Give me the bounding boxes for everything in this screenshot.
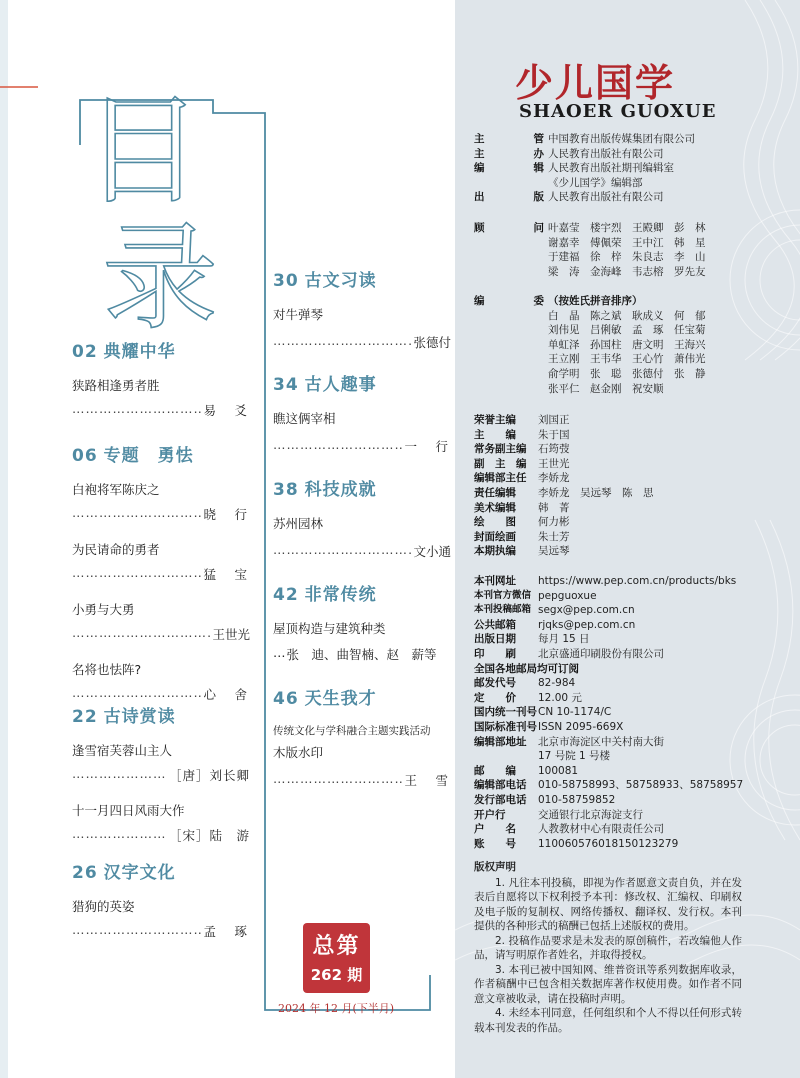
toc-title-glyphs: [0, 0, 260, 340]
dot-leader: [72, 826, 167, 844]
section-heading: 42 非常传统: [273, 585, 377, 605]
section-heading: 22 古诗赏读: [72, 707, 176, 727]
submission-email-link[interactable]: segx@pep.com.cn: [538, 604, 635, 617]
article-title[interactable]: 白袍将军陈庆之: [72, 482, 160, 497]
toc-section-46: [273, 684, 451, 789]
toc-section-22: [72, 702, 250, 844]
dot-leader: [273, 771, 402, 789]
article-author-line: …………………………………………………………………………………… 王 雪: [273, 771, 451, 789]
toc-title-char-1: 目: [84, 82, 203, 220]
article-title[interactable]: 小勇与大勇: [72, 602, 135, 617]
article-author-line: …………………………………………………………………………………… 心 舍: [72, 685, 250, 703]
issue-date: 2024 年 12 月(下半月): [278, 1002, 395, 1015]
section-heading: 34 古人趣事: [273, 375, 377, 395]
article-author-line: …………………………………………………………………………………… ［宋］陆 游: [72, 826, 250, 844]
subscribe-note: 全国各地邮局均可订阅: [474, 662, 579, 675]
article-title[interactable]: 十一月四日风雨大作: [72, 803, 185, 818]
committee-block: 编 委 （按姓氏拼音排序） 白 晶 陈之斌 耿成义 何 郁 刘伟见 吕俐敏 孟 琢 任宝菊 单虹泽 孙国柱 唐文明 王海兴 王立刚 王韦华 王心竹 萧伟光 俞学明 张 聪 张德付 张 静 张平仁 赵金刚 祝安顺: [474, 295, 706, 395]
masthead-logo-en: SHAOER GUOXUE: [519, 101, 717, 122]
article-title[interactable]: 猎狗的英姿: [72, 899, 135, 914]
website-link[interactable]: https://www.pep.com.cn/products/bks: [538, 575, 737, 587]
editors-block: 荣誉主编 刘国正 主 编 朱于国 常务副主编 石筠弢 副 主 编 王世光 编辑部主任 李娇龙 责任编辑 李娇龙 吴远琴 陈 思 美术编辑 韩 菁 绘 图 何力彬 封面绘画 朱士芳 本期执编 吴远琴: [474, 414, 654, 558]
article-title[interactable]: 对牛弹琴: [273, 307, 324, 322]
dot-leader: [72, 766, 167, 784]
article-author-line: …………………………………………………………………………………… 易 爻: [72, 401, 250, 419]
section-heading: 30 古文习读: [273, 271, 377, 291]
article-title[interactable]: 为民请命的勇者: [72, 542, 160, 557]
article-author-line: …………………………………………………………………………………… 一 行: [273, 437, 451, 455]
article-title[interactable]: 狭路相逢勇者胜: [72, 378, 160, 393]
copyright-paragraph: 4. 未经本刊同意，任何组织和个人不得以任何形式转载本刊发表的作品。: [474, 1007, 742, 1034]
copyright-notice: [474, 860, 742, 1035]
dot-leader: [72, 922, 201, 940]
dot-leader: [72, 565, 201, 583]
section-heading: 46 天生我才: [273, 689, 377, 709]
toc-section-30: [273, 266, 451, 351]
toc-title-char-2: 录: [102, 211, 218, 340]
article-author-line: … 张 迪、曲智楠、赵 薪等: [273, 645, 437, 662]
dot-leader: [273, 333, 411, 351]
toc-section-34: [273, 370, 451, 455]
dot-leader: [273, 437, 402, 455]
dot-leader: [273, 542, 411, 560]
advisors-block: 顾 问 叶嘉莹 楼宇烈 王殿卿 彭 林 谢嘉幸 傅佩荣 王中江 韩 星 于建福 徐 梓 朱良志 李 山 梁 涛 金海峰 韦志榕 罗先友: [474, 222, 706, 278]
copyright-paragraph: 3. 本刊已被中国知网、维普资讯等系列数据库收录，作者稿酬中已包含相关数据库著作权使用费。如作者不同意文章被收录，请在投稿时声明。: [474, 963, 742, 1005]
issue-number-badge: 总第 262 期: [303, 923, 370, 993]
publisher-info: 主 管 中国教育出版传媒集团有限公司 主 办 人民教育出版社有限公司 编 辑 人民教育出版社期刊编辑室 《少儿国学》编辑部 出 版 人民教育出版社有限公司: [474, 133, 695, 204]
copyright-title: 版权声明: [474, 861, 516, 873]
article-title[interactable]: 屋顶构造与建筑种类: [273, 621, 386, 636]
article-author-line: …………………………………………………………………………………… 文小通: [273, 542, 451, 560]
toc-section-02: [72, 337, 250, 419]
article-author-line: …………………………………………………………………………………… 猛 宝: [72, 565, 250, 583]
article-title[interactable]: 逢雪宿芙蓉山主人: [72, 743, 173, 758]
section-heading: 38 科技成就: [273, 480, 377, 500]
article-author-line: …………………………………………………………………………………… 晓 行: [72, 505, 250, 523]
copyright-paragraph: 1. 凡往本刊投稿，即视为作者愿意文责自负，并在发表后自愿将以下权利授予本刊：修改权、汇编权、印刷权及电子版的复制权、网络传播权、翻译权、发行权。本刊提供的各种形式的稿酬已包括上述版权的费用。: [474, 876, 742, 932]
toc-section-42: [273, 580, 451, 663]
copyright-paragraph: 2. 投稿作品要求是未发表的原创稿件，若改编他人作品，请写明原作者姓名，并取得授权。: [474, 934, 742, 961]
section-heading: 26 汉字文化: [72, 863, 176, 883]
article-author-line: …………………………………………………………………………………… ［唐］刘长卿: [72, 766, 250, 784]
article-author-line: …………………………………………………………………………………… 王世光: [72, 625, 250, 643]
toc-section-06: [72, 441, 250, 703]
article-title[interactable]: 名将也怯阵?: [72, 662, 142, 677]
section-heading: 02 典耀中华: [72, 342, 176, 362]
section-heading: 06 专题 勇怯: [72, 446, 194, 466]
article-author-line: …………………………………………………………………………………… 孟 琢: [72, 922, 250, 940]
toc-section-38: [273, 475, 451, 560]
article-title[interactable]: 瞧这俩宰相: [273, 411, 336, 426]
article-title[interactable]: 苏州园林: [273, 516, 324, 531]
contact-block: 本刊网址 https://www.pep.com.cn/products/bks 本刊官方微信 pepguoxue 本刊投稿邮箱 segx@pep.com.cn 公共邮箱 rjqks@pep.com.cn 出版日期 每月 15 日 印 刷 北京盛通印刷股份有限公司 全国各地邮局均可订阅 邮发代号 82-984 定 价 12.00 元 国内统一刊号 CN 10-1174/C 国际标准刊号 ISSN 2095-669X 编辑部地址 北京市海淀区中关村南大街 17 号院 1 号楼 邮 编 100081 编辑部电话 010-58758993、58758933、58758957 发行部电话 010-58759852 开户行 交通银行北京海淀支行 户 名 人教教材中心有限责任公司 账 号 110060576018150123279: [474, 575, 744, 850]
section-note: 传统文化与学科融合主题实践活动: [273, 725, 431, 737]
dot-leader: [72, 505, 201, 523]
article-author-line: …………………………………………………………………………………… 张德付: [273, 333, 451, 351]
article-title[interactable]: 木版水印: [273, 745, 324, 760]
dot-leader: [72, 685, 201, 703]
dot-leader: [72, 401, 201, 419]
toc-section-26: [72, 858, 250, 940]
public-email-link[interactable]: rjqks@pep.com.cn: [538, 618, 636, 631]
masthead-logo: 少儿国学: [515, 60, 676, 105]
dot-leader: [72, 625, 210, 643]
